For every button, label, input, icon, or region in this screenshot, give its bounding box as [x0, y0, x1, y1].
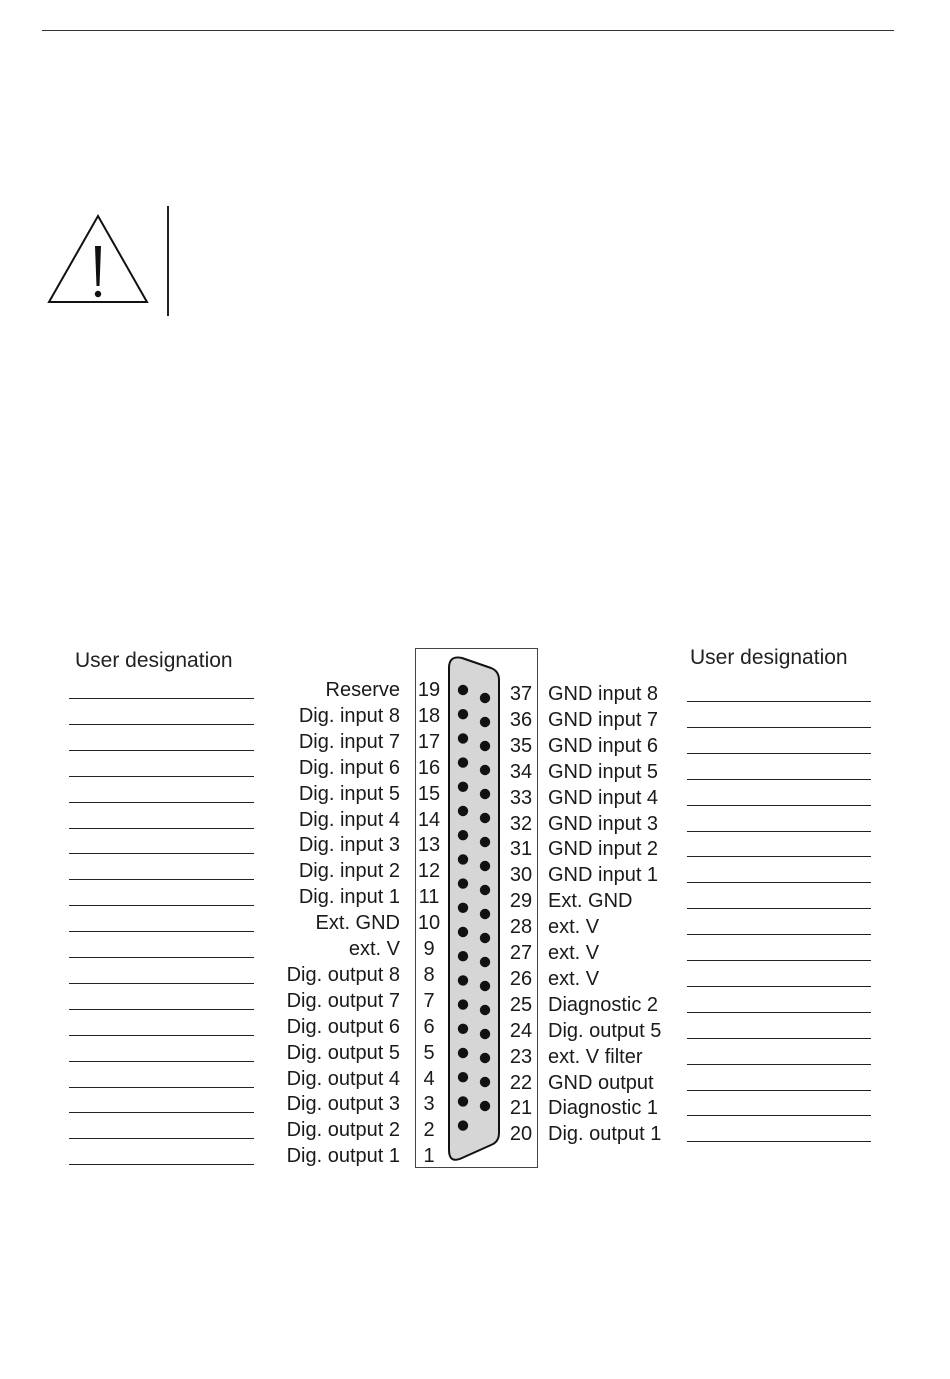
pin-number-right: 28	[509, 916, 533, 939]
signal-label-left: ext. V	[348, 938, 400, 960]
user-designation-line-left	[69, 1009, 254, 1010]
user-designation-line-right	[687, 856, 871, 857]
user-designation-line-right	[687, 908, 871, 909]
user-designation-line-right	[687, 831, 871, 832]
contact-dot-row-right	[480, 1077, 490, 1087]
pin-number-right: 32	[509, 812, 533, 835]
contact-dot-row-right	[480, 909, 490, 919]
signal-label-right: ext. V	[548, 916, 600, 939]
user-designation-line-right	[687, 1038, 871, 1039]
user-designation-line-right	[687, 882, 871, 883]
contact-dot-row-right	[480, 741, 490, 751]
contact-dot-row-right	[480, 957, 490, 967]
signal-label-left: Dig. input 4	[298, 808, 400, 831]
user-designation-line-right	[687, 1115, 871, 1116]
signal-label-right: Ext. GND	[548, 890, 633, 913]
user-designation-right-heading: User designation	[690, 646, 848, 669]
contact-dot-row-right	[480, 1101, 490, 1111]
signal-label-left: Dig. input 3	[298, 834, 400, 857]
user-designation-line-left	[69, 1087, 254, 1088]
signal-label-left: Dig. input 7	[298, 730, 400, 753]
contact-dot-row-right	[480, 933, 490, 943]
signal-label-right: ext. V	[548, 967, 600, 990]
signal-label-left: Dig. input 6	[298, 756, 400, 779]
signal-label-left: Dig. output 7	[286, 989, 400, 1012]
user-designation-left-heading: User designation	[75, 649, 233, 672]
user-designation-line-left	[69, 905, 254, 906]
pin-number-left: 19	[417, 679, 441, 701]
signal-label-right: ext. V filter	[548, 1045, 643, 1068]
contact-dot-row-right	[480, 861, 490, 871]
pin-number-right: 25	[509, 993, 533, 1016]
pin-number-right: 35	[509, 734, 533, 757]
pin-number-right: 34	[509, 760, 533, 783]
user-designation-line-left	[69, 1035, 254, 1036]
signal-label-right: GND input 4	[548, 786, 659, 809]
user-designation-line-left	[69, 724, 254, 725]
pin-number-right: 33	[509, 786, 533, 809]
pin-number-left: 8	[423, 963, 435, 986]
user-designation-line-right	[687, 1141, 871, 1142]
contact-dot-row-right	[480, 837, 490, 847]
user-designation-line-left	[69, 802, 254, 803]
user-designation-line-right	[687, 1064, 871, 1065]
contact-dot-row-left	[458, 733, 468, 743]
pin-number-left: 10	[417, 912, 441, 935]
pin-number-right: 20	[509, 1123, 533, 1146]
signal-label-right: GND input 7	[548, 708, 659, 731]
signal-label-left: Dig. output 8	[286, 963, 400, 986]
user-designation-line-right	[687, 805, 871, 806]
signal-label-right: Dig. output 5	[548, 1019, 662, 1042]
contact-dot-row-right	[480, 813, 490, 823]
user-designation-line-left	[69, 1112, 254, 1113]
contact-dot-row-left	[458, 830, 468, 840]
contact-dot-row-right	[480, 1029, 490, 1039]
user-designation-line-left	[69, 698, 254, 699]
pin-number-left: 5	[423, 1041, 435, 1064]
signal-label-right: GND output	[548, 1071, 654, 1094]
contact-dot-row-left	[458, 1048, 468, 1058]
pin-number-left: 6	[423, 1015, 435, 1038]
contact-dot-row-left	[458, 806, 468, 816]
pin-number-left: 15	[417, 782, 441, 805]
connector-shell	[449, 657, 499, 1159]
pin-number-right: 30	[509, 864, 533, 887]
signal-label-left: Dig. input 8	[298, 704, 400, 727]
signal-label-left: Dig. output 3	[286, 1093, 400, 1116]
signal-label-right: Diagnostic 2	[548, 993, 659, 1016]
signal-label-left: Dig. output 2	[286, 1119, 400, 1142]
signal-label-left: Dig. output 6	[286, 1015, 400, 1038]
contact-dot-row-left	[458, 1072, 468, 1082]
signal-label-left: Dig. input 5	[298, 782, 400, 805]
pin-number-right: 26	[509, 967, 533, 990]
user-designation-line-left	[69, 776, 254, 777]
pin-number-right: 27	[509, 942, 533, 964]
contact-dot-row-left	[458, 975, 468, 985]
pin-number-left: 12	[417, 860, 441, 883]
signal-label-left: Dig. input 1	[298, 886, 400, 909]
pin-number-right: 37	[509, 683, 533, 705]
pin-number-right: 31	[509, 838, 533, 861]
user-designation-line-right	[687, 701, 871, 702]
user-designation-line-left	[69, 1164, 254, 1165]
user-designation-line-right	[687, 960, 871, 961]
contact-dot-row-left	[458, 757, 468, 767]
pin-number-left: 14	[417, 808, 441, 831]
signal-label-left: Ext. GND	[315, 912, 400, 935]
signal-label-left: Dig. input 2	[298, 860, 400, 883]
pin-number-right: 21	[509, 1097, 533, 1120]
signal-label-left: Reserve	[325, 679, 400, 701]
pin-number-right: 29	[509, 890, 533, 913]
signal-label-left: Dig. output 1	[286, 1145, 400, 1168]
user-designation-line-left	[69, 828, 254, 829]
user-designation-line-right	[687, 1012, 871, 1013]
user-designation-line-left	[69, 1138, 254, 1139]
signal-label-right: ext. V	[548, 942, 600, 964]
user-designation-line-left	[69, 931, 254, 932]
signal-label-right: GND input 3	[548, 812, 659, 835]
pin-number-right: 22	[509, 1071, 533, 1094]
pin-number-left: 11	[418, 886, 440, 909]
contact-dot-row-left	[458, 854, 468, 864]
pin-number-left: 9	[423, 938, 435, 960]
pin-number-left: 1	[423, 1145, 435, 1168]
user-designation-line-left	[69, 879, 254, 880]
pin-number-left: 3	[423, 1093, 435, 1116]
contact-dot-row-left	[458, 999, 468, 1009]
user-designation-line-left	[69, 957, 254, 958]
contact-dot-row-right	[480, 885, 490, 895]
user-designation-line-right	[687, 727, 871, 728]
contact-dot-row-right	[480, 765, 490, 775]
contact-dot-row-left	[458, 709, 468, 719]
user-designation-line-right	[687, 986, 871, 987]
user-designation-line-right	[687, 934, 871, 935]
signal-label-right: Dig. output 1	[548, 1123, 662, 1146]
contact-dot-row-left	[458, 685, 468, 695]
user-designation-line-left	[69, 1061, 254, 1062]
contact-dot-row-left	[458, 782, 468, 792]
signal-label-left: Dig. output 5	[286, 1041, 400, 1064]
user-designation-line-right	[687, 1090, 871, 1091]
contact-dot-row-right	[480, 1005, 490, 1015]
user-designation-line-left	[69, 750, 254, 751]
user-designation-line-right	[687, 753, 871, 754]
contact-dot-row-right	[480, 789, 490, 799]
contact-dot-row-right	[480, 1053, 490, 1063]
pin-number-left: 13	[417, 834, 441, 857]
pin-number-right: 36	[509, 708, 533, 731]
pin-number-left: 17	[417, 730, 441, 753]
signal-label-right: Diagnostic 1	[548, 1097, 659, 1120]
signal-label-left: Dig. output 4	[286, 1067, 400, 1090]
contact-dot-row-left	[458, 927, 468, 937]
signal-label-right: GND input 2	[548, 838, 659, 861]
pin-number-left: 16	[417, 756, 441, 779]
pin-number-left: 18	[417, 704, 441, 727]
contact-dot-row-left	[458, 878, 468, 888]
user-designation-line-left	[69, 853, 254, 854]
signal-label-right: GND input 1	[548, 864, 659, 887]
contact-dot-row-left	[458, 1120, 468, 1130]
signal-label-right: GND input 8	[548, 683, 659, 705]
contact-dot-row-left	[458, 951, 468, 961]
pin-number-right: 23	[509, 1045, 533, 1068]
contact-dot-row-right	[480, 693, 490, 703]
contact-dot-row-left	[458, 903, 468, 913]
user-designation-line-left	[69, 983, 254, 984]
contact-dot-row-left	[458, 1024, 468, 1034]
pin-number-left: 4	[423, 1067, 435, 1090]
pin-number-left: 7	[423, 989, 435, 1012]
user-designation-line-right	[687, 779, 871, 780]
signal-label-right: GND input 6	[548, 734, 659, 757]
pin-number-right: 24	[509, 1019, 533, 1042]
contact-dot-row-left	[458, 1096, 468, 1106]
pin-number-left: 2	[423, 1119, 435, 1142]
signal-label-right: GND input 5	[548, 760, 659, 783]
contact-dot-row-right	[480, 981, 490, 991]
contact-dot-row-right	[480, 717, 490, 727]
